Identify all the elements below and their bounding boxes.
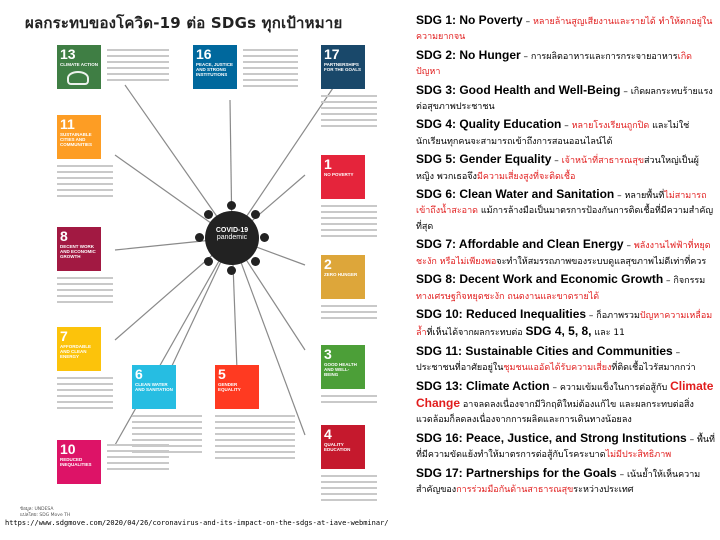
sdg-impact-text: ที่เห็นได้จากผลกระทบต่อ bbox=[426, 328, 526, 339]
sdg-impact-label: SDG 10: Reduced Inequalities bbox=[416, 306, 587, 321]
credit-translator: แปลโดย: SDG Move TH bbox=[20, 513, 71, 518]
sdg-5-tile bbox=[215, 365, 259, 409]
sdg-impact-text: แม้การล้างมือเป็นมาตรการป้องกันการติดเชื้อที่มีความสำคัญที่สุด bbox=[416, 206, 714, 232]
sdg-impact-text: หลายพื้นที่ bbox=[624, 191, 665, 202]
sdg-impact-highlight: ไม่สามารถเข้าถึงน้ำสะอาด bbox=[416, 191, 707, 217]
sdg-16-card bbox=[193, 45, 305, 157]
sdg-impact-label: SDG 8: Decent Work and Economic Growth bbox=[416, 272, 664, 287]
sdg-impact-text: และไม่ใช่นักเรียนทุกคนจะสามารถเข้าถึงการสอนออนไลน์ได้ bbox=[416, 121, 690, 147]
sdg-impact-highlight: ทางเศรษฐกิจหยุดชะงัก ถนดงานและขาดรายได้ bbox=[416, 291, 600, 302]
sdg-impact-item bbox=[416, 83, 716, 116]
sdg-17-description bbox=[321, 95, 377, 131]
sdg-impact-item bbox=[416, 237, 716, 270]
sdg-8-description bbox=[57, 277, 113, 307]
sdg-impact-label: SDG 16: Peace, Justice, and Strong Institutions bbox=[416, 430, 687, 445]
sdg-6-tile bbox=[132, 365, 176, 409]
sdg-impact-list bbox=[416, 13, 716, 500]
sdg-10-number: 10 bbox=[60, 441, 76, 457]
sdg-8-number: 8 bbox=[60, 228, 68, 244]
sdg-impact-label: SDG 2: No Hunger bbox=[416, 47, 521, 62]
sdg-3-name: GOOD HEALTH AND WELL-BEING bbox=[324, 362, 357, 377]
sdg-4-name: QUALITY EDUCATION bbox=[324, 442, 351, 452]
sdg-impact-text: ที่ติดเชื้อไวรัสมากกว่า bbox=[611, 363, 696, 374]
sdg-impact-highlight: เจ้าหน้าที่สาธารณสุข bbox=[561, 156, 645, 167]
sdg-impact-highlight: การร่วมมือกันด้านสาธารณสุข bbox=[456, 484, 574, 495]
sdg-17-tile bbox=[321, 45, 365, 89]
center-label-covid: COVID-19 bbox=[215, 227, 249, 234]
sdg-impact-highlight: ชุมชนแออัดได้รับความเสี่ยง bbox=[503, 363, 612, 374]
sdg-impact-dash: – bbox=[586, 310, 597, 321]
sdg-impact-item bbox=[416, 272, 716, 305]
sdg-impact-item bbox=[416, 117, 716, 150]
sdg-impact-item bbox=[416, 431, 716, 464]
sdg-impact-label: SDG 7: Affordable and Clean Energy bbox=[416, 237, 624, 252]
sdg-11-number: 11 bbox=[60, 116, 75, 132]
sdg-impact-text: ก็อภาพรวม bbox=[596, 310, 640, 321]
sdg-13-number: 13 bbox=[60, 46, 76, 62]
sdg-impact-highlight: ไม่มีประสิทธิภาพ bbox=[605, 450, 672, 461]
sdg-2-description bbox=[321, 305, 377, 323]
sdg-13-tile bbox=[57, 45, 101, 89]
sdg-17-number: 17 bbox=[324, 46, 340, 62]
sdg-impact-item bbox=[416, 307, 716, 342]
sdg-3-description bbox=[321, 395, 377, 407]
sdg-impact-dash: – bbox=[522, 17, 533, 27]
credit-source: ข้อมูล: UNDESA bbox=[20, 507, 54, 512]
sdg-impact-label: SDG 1: No Poverty bbox=[416, 13, 523, 27]
sdg-5-number: 5 bbox=[218, 366, 226, 382]
sdg-impact-item bbox=[416, 13, 716, 46]
sdg-impact-text: เกิดผลกระทบร้ายแรงต่อสุขภาพประชาชน bbox=[416, 86, 713, 113]
sdg-13-description bbox=[107, 49, 169, 85]
sdg-covid-infographic bbox=[5, 5, 407, 518]
sdg-impact-dash: – bbox=[520, 51, 531, 62]
sdg-10-name: REDUCED INEQUALITIES bbox=[60, 457, 92, 467]
sdg-impact-label: SDG 3: Good Health and Well-Being bbox=[416, 82, 621, 97]
sdg-11-card bbox=[57, 115, 169, 227]
sdg-2-number: 2 bbox=[324, 256, 332, 272]
sdg-8-tile bbox=[57, 227, 101, 271]
sdg-impact-highlight: ปัญหาความเหลื่อมล้ำ bbox=[416, 310, 713, 339]
covid-virus-icon bbox=[195, 201, 269, 275]
sdg-impact-text: การผลิตอาหารและการกระจายอาหาร bbox=[530, 51, 678, 62]
sdg-10-tile bbox=[57, 440, 101, 484]
sdg-impact-dash: – bbox=[686, 434, 697, 445]
sdg-impact-item bbox=[416, 152, 716, 185]
sdg-16-tile bbox=[193, 45, 237, 89]
sdg-impact-text: อาจลดลงเนื่องจากมีวิกฤติใหม่ต้องแก้ไข และผลกระทบต่อสิ่งแวดล้อมก็ลดลงเนื่องจากการผลิตและการเดินทางน้อยลง bbox=[416, 399, 694, 426]
sdg-11-tile bbox=[57, 115, 101, 159]
eye-globe-icon bbox=[67, 71, 89, 85]
sdg-impact-label: SDG 4: Quality Education bbox=[416, 117, 562, 132]
sdg-impact-text: ระหว่างประเทศ bbox=[573, 484, 634, 495]
sdg-4-number: 4 bbox=[324, 426, 332, 442]
sdg-17-name: PARTNERSHIPS FOR THE GOALS bbox=[324, 62, 361, 72]
sdg-16-number: 16 bbox=[196, 46, 212, 62]
sdg-impact-dash: – bbox=[620, 86, 631, 97]
sdg-10-description bbox=[107, 444, 169, 474]
sdg-impact-label: SDG 17: Partnerships for the Goals bbox=[416, 465, 617, 480]
source-url-link[interactable]: https://www.sdgmove.com/2020/04/26/coronavirus-and-its-impact-on-the-sdgs-at-iave-webminar/ bbox=[5, 519, 389, 527]
sdg-impact-text: กิจกรรม bbox=[673, 276, 706, 287]
sdg-impact-text: เน้นย้ำให้เห็นความสำคัญของ bbox=[416, 469, 701, 495]
sdg-impact-text: ประชาชนที่อาศัยอยู่ใน bbox=[416, 363, 504, 374]
sdg-7-tile bbox=[57, 327, 101, 371]
center-label-pandemic: pandemic bbox=[216, 234, 248, 241]
sdg-impact-dash: – bbox=[616, 469, 627, 480]
sdg-impact-item bbox=[416, 466, 716, 499]
sdg-impact-label: SDG 13: Climate Action bbox=[416, 378, 550, 393]
covid-pandemic-center bbox=[205, 211, 259, 265]
sdg-2-name: ZERO HUNGER bbox=[324, 272, 358, 277]
sdg-impact-label: SDG 6: Clean Water and Sanitation bbox=[416, 187, 615, 202]
sdg-5-name: GENDER EQUALITY bbox=[218, 382, 241, 392]
sdg-5-description bbox=[215, 415, 295, 463]
sdg-impact-text: พื้นที่ที่มีความขัดแย้งทำให้มาตรการต่อสู้กับโรคระบาด bbox=[416, 434, 715, 461]
sdg-2-tile bbox=[321, 255, 365, 299]
sdg-impact-highlight: หลายล้านสูญเสียงานและรายได้ ทำให้ตกอยู่ในความยากจน bbox=[416, 17, 713, 43]
sdg-impact-highlight: Climate Change bbox=[416, 378, 714, 410]
sdg-7-name: AFFORDABLE AND CLEAN ENERGY bbox=[60, 344, 91, 359]
sdg-impact-item bbox=[416, 344, 716, 377]
sdg-16-name: PEACE, JUSTICE AND STRONG INSTITUTIONS bbox=[196, 62, 234, 77]
sdg-impact-text: และ 11 bbox=[591, 328, 625, 339]
sdg-impact-dash: – bbox=[614, 191, 625, 202]
sdg-impact-highlight: มีความเสี่ยงสูงที่จะติดเชื้อ bbox=[476, 171, 576, 182]
sdg-impact-label: SDG 11: Sustainable Cities and Communities bbox=[416, 343, 673, 358]
sdg-impact-text: ความเข้มแข็งในการต่อสู้กับ bbox=[559, 382, 671, 393]
sdg-7-number: 7 bbox=[60, 328, 68, 344]
sdg-3-number: 3 bbox=[324, 346, 332, 362]
sdg-impact-dash: – bbox=[672, 347, 681, 358]
sdg-6-number: 6 bbox=[135, 366, 143, 382]
sdg-impact-label: SDG 5: Gender Equality bbox=[416, 152, 552, 167]
sdg-impact-dash: – bbox=[663, 276, 674, 287]
sdg-impact-dash: – bbox=[551, 156, 562, 167]
sdg-13-name: CLIMATE ACTION bbox=[60, 62, 98, 67]
sdg-impact-highlight: หลายโรงเรียนถูกปิด bbox=[571, 121, 650, 132]
sdg-impact-text: SDG 4, 5, 8, bbox=[525, 324, 592, 339]
sdg-11-description bbox=[57, 165, 113, 201]
sdg-1-number: 1 bbox=[324, 156, 332, 172]
sdg-5-card bbox=[215, 365, 327, 477]
sdg-1-description bbox=[321, 205, 377, 241]
sdg-impact-text: จะทำให้สมรรถภาพของระบบดูแลสุขภาพไม่ดีเท่าที่ควร bbox=[496, 256, 707, 267]
sdg-1-name: NO POVERTY bbox=[324, 172, 354, 177]
sdg-impact-item bbox=[416, 48, 716, 81]
sdg-7-description bbox=[57, 377, 113, 413]
sdg-8-card bbox=[57, 227, 169, 339]
sdg-1-tile bbox=[321, 155, 365, 199]
sdg-impact-highlight: เกิดปัญหา bbox=[416, 51, 693, 78]
sdg-3-tile bbox=[321, 345, 365, 389]
sdg-impact-dash: – bbox=[623, 241, 634, 252]
sdg-6-name: CLEAN WATER AND SANITATION bbox=[135, 382, 173, 392]
sdg-8-name: DECENT WORK AND ECONOMIC GROWTH bbox=[60, 244, 96, 259]
sdg-impact-highlight: พลังงานไฟฟ้าที่หยุดชะงัก หรือไม่เพียงพอ bbox=[416, 241, 711, 267]
sdg-impact-text: ส่วนใหญ่เป็นผู้หญิง พวกเธอจึง bbox=[416, 156, 699, 182]
sdg-impact-dash: – bbox=[561, 121, 572, 132]
sdg-16-description bbox=[243, 49, 298, 91]
sdg-11-name: SUSTAINABLE CITIES AND COMMUNITIES bbox=[60, 132, 92, 147]
sdg-impact-dash: – bbox=[549, 382, 560, 393]
infographic-title: ผลกระทบของโควิด-19 ต่อ SDGs ทุกเป้าหมาย bbox=[25, 14, 343, 32]
sdg-impact-item bbox=[416, 379, 716, 429]
sdg-4-tile bbox=[321, 425, 365, 469]
sdg-impact-item bbox=[416, 187, 716, 235]
sdg-4-description bbox=[321, 475, 377, 505]
infographic-credit bbox=[20, 507, 70, 519]
